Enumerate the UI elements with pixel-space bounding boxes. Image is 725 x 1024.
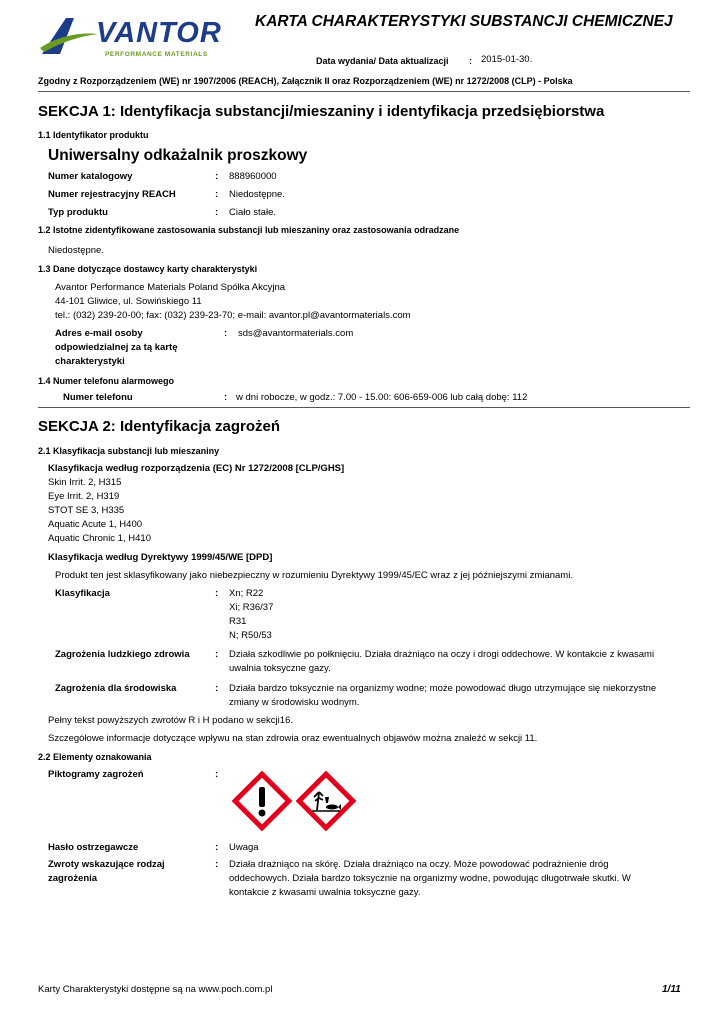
- email-value: sds@avantormaterials.com: [238, 328, 354, 339]
- s12-title: 1.2 Istotne zidentyfikowane zastosowania substancji lub mieszaniny oraz zastosowania odradzane: [38, 225, 460, 235]
- clp-title: Klasyfikacja według rozporządzenia (EC) Nr 1272/2008 [CLP/GHS]: [48, 463, 345, 474]
- logo-swoosh-icon: [40, 14, 100, 56]
- clp-item: Aquatic Chronic 1, H410: [48, 533, 151, 544]
- catalog-label: Numer katalogowy: [48, 171, 133, 182]
- header-divider: [38, 91, 690, 92]
- section-divider: [38, 407, 690, 408]
- env-text: zmiany w środowisku wodnym.: [229, 697, 360, 708]
- environment-hazard-icon: [295, 770, 357, 832]
- s22-title: 2.2 Elementy oznakowania: [38, 752, 152, 762]
- colon: :: [224, 392, 228, 403]
- env-label: Zagrożenia dla środowiska: [55, 683, 177, 694]
- colon: :: [215, 769, 219, 780]
- hazard-label: zagrożenia: [48, 873, 98, 884]
- klas-value: Xn; R22: [229, 588, 264, 599]
- clp-item: Eye Irrit. 2, H319: [48, 491, 120, 502]
- supplier-line3: tel.: (032) 239-20-00; fax: (032) 239-23-70; e-mail: avantor.pl@avantormaterials.com: [55, 310, 411, 321]
- signal-label: Hasło ostrzegawcze: [48, 842, 139, 853]
- s21-title: 2.1 Klasyfikacja substancji lub mieszaniny: [38, 446, 220, 456]
- email-label: Adres e-mail osoby: [55, 328, 143, 339]
- product-name: Uniwersalny odkażalnik proszkowy: [48, 147, 308, 164]
- logo-subtitle: PERFORMANCE MATERIALS: [105, 51, 208, 58]
- note-health: Szczegółowe informacje dotyczące wpływu na stan zdrowia oraz ewentualnych objawów można znaleźć w sekcji 11.: [48, 733, 538, 744]
- logo-wordmark: VANTOR: [96, 17, 222, 49]
- klas-label: Klasyfikacja: [55, 588, 110, 599]
- type-value: Ciało stałe.: [229, 207, 276, 218]
- exclamation-mark-icon: [231, 770, 293, 832]
- colon: :: [215, 189, 219, 200]
- email-label: odpowiedzialnej za tą kartę: [55, 342, 178, 353]
- hazard-label: Zwroty wskazujące rodzaj: [48, 859, 165, 870]
- note-r-h: Pełny tekst powyższych zwrotów R i H podano w sekcji16.: [48, 715, 293, 726]
- signal-value: Uwaga: [229, 842, 259, 853]
- type-label: Typ produktu: [48, 207, 108, 218]
- colon: :: [215, 859, 219, 870]
- colon: :: [215, 842, 219, 853]
- health-label: Zagrożenia ludzkiego zdrowia: [55, 649, 190, 660]
- klas-value: Xi; R36/37: [229, 602, 274, 613]
- s13-title: 1.3 Dane dotyczące dostawcy karty charakterystyki: [38, 264, 258, 274]
- supplier-line2: 44-101 Gliwice, ul. Sowińskiego 11: [55, 296, 202, 307]
- date-value: 2015-01-30.: [481, 54, 533, 65]
- section1-title: SEKCJA 1: Identyfikacja substancji/mieszaniny i identyfikacja przedsiębiorstwa: [38, 103, 605, 120]
- health-text: uwalnia toksyczne gazy.: [229, 663, 331, 674]
- hazard-text: Działa drażniąco na skórę. Działa drażniąco na oczy. Może powodować podrażnienie dróg: [229, 859, 609, 870]
- colon: :: [215, 649, 219, 660]
- compliance-statement: Zgodny z Rozporządzeniem (WE) nr 1907/2006 (REACH), Załącznik II oraz Rozporządzeniem (WE) nr 1272/2008 (CLP) - Polska: [38, 76, 573, 86]
- colon: :: [215, 207, 219, 218]
- supplier-line1: Avantor Performance Materials Poland Spółka Akcyjna: [55, 282, 286, 293]
- health-text: Działa szkodliwie po połknięciu. Działa drażniąco na oczy i drogi oddechowe. W kontakcie z kwasami: [229, 649, 655, 660]
- footer-text: Karty Charakterystyki dostępne są na www.poch.com.pl: [38, 984, 273, 995]
- colon: :: [469, 56, 472, 66]
- dpd-text: Produkt ten jest sklasyfikowany jako niebezpieczny w rozumieniu Dyrektywy 1999/45/EC wraz z jej późniejszymi zmianami.: [55, 570, 573, 581]
- env-text: Działa bardzo toksycznie na organizmy wodne; może powodować długo utrzymujące się niekorzystne: [229, 683, 657, 694]
- s14-title: 1.4 Numer telefonu alarmowego: [38, 376, 175, 386]
- dpd-title: Klasyfikacja według Dyrektywy 1999/45/WE [DPD]: [48, 552, 273, 563]
- phone-label: Numer telefonu: [63, 392, 133, 403]
- section2-title: SEKCJA 2: Identyfikacja zagrożeń: [38, 418, 281, 435]
- hazard-text: oddechowych. Działa bardzo toksycznie na organizmy wodne, powodując długotrwałe skutki. W: [229, 873, 631, 884]
- catalog-value: 888960000: [229, 171, 277, 182]
- email-label: charakterystyki: [55, 356, 125, 367]
- colon: :: [215, 683, 219, 694]
- colon: :: [224, 328, 228, 339]
- s12-value: Niedostępne.: [48, 245, 104, 256]
- hazard-text: kontakcie z kwasami uwalnia toksyczne gazy.: [229, 887, 421, 898]
- reach-label: Numer rejestracyjny REACH: [48, 189, 176, 200]
- picto-label: Piktogramy zagrożeń: [48, 769, 144, 780]
- colon: :: [215, 171, 219, 182]
- klas-value: N; R50/53: [229, 630, 272, 641]
- page-number: 1/11: [662, 984, 681, 995]
- clp-item: Skin Irrit. 2, H315: [48, 477, 122, 488]
- clp-item: STOT SE 3, H335: [48, 505, 125, 516]
- phone-value: w dni robocze, w godz.: 7.00 - 15.00: 606-659-006 lub całą dobę: 112: [236, 392, 528, 403]
- reach-value: Niedostępne.: [229, 189, 285, 200]
- date-label: Data wydania/ Data aktualizacji: [316, 56, 449, 66]
- document-title: KARTA CHARAKTERYSTYKI SUBSTANCJI CHEMICZNEJ: [255, 13, 673, 30]
- s11-title: 1.1 Identyfikator produktu: [38, 130, 149, 140]
- clp-item: Aquatic Acute 1, H400: [48, 519, 143, 530]
- klas-value: R31: [229, 616, 247, 627]
- colon: :: [215, 588, 219, 599]
